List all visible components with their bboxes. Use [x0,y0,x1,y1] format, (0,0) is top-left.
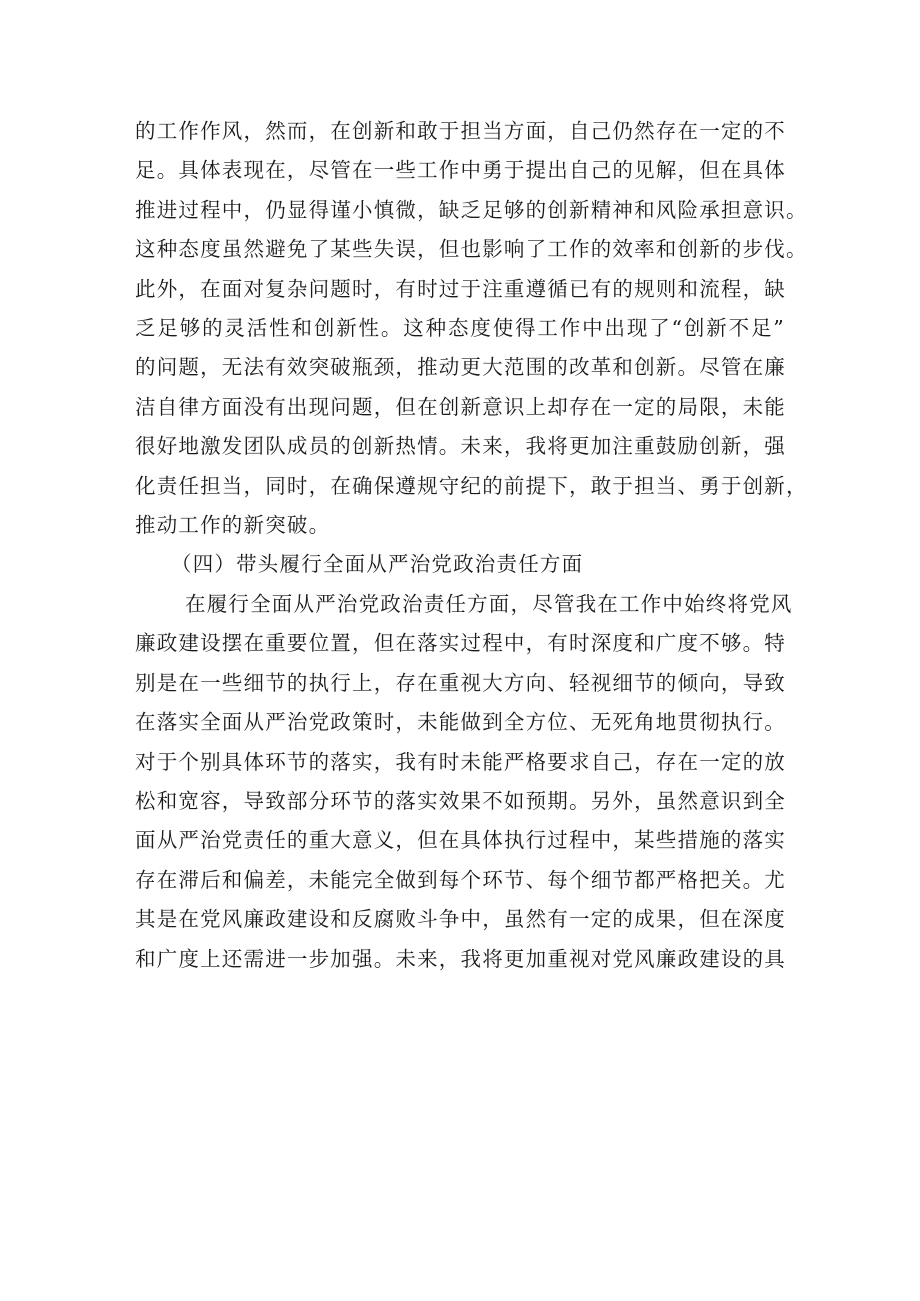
paragraph-innovation-responsibility [135,112,808,545]
text-line: 此外，在面对复杂问题时，有时过于注重遵循已有的规则和流程，缺 [135,276,786,301]
text-line: 和广度上还需进一步加强。未来，我将更加重视对党风廉政建设的具 [135,946,786,971]
text-line: 这种态度虽然避免了某些失误，但也影响了工作的效率和创新的步伐。 [135,237,808,262]
document-body [135,112,808,979]
text-line: 对于个别具体环节的落实，我有时未能严格要求自己，存在一定的放 [135,749,786,774]
text-line: 的问题，无法有效突破瓶颈，推动更大范围的改革和创新。尽管在廉 [135,355,786,380]
paragraph-party-discipline [135,585,793,979]
text-line: 存在滞后和偏差，未能完全做到每个环节、每个细节都严格把关。尤 [135,867,786,892]
text-line: 洁自律方面没有出现问题，但在创新意识上却存在一定的局限，未能 [135,394,786,419]
text-line: 足。具体表现在，尽管在一些工作中勇于提出自己的见解，但在具体 [135,158,786,183]
text-line: 化责任担当，同时，在确保遵规守纪的前提下，敢于担当、勇于创新， [135,473,808,498]
text-line: 廉政建设摆在重要位置，但在落实过程中，有时深度和广度不够。特 [135,631,786,656]
text-line: 别是在一些细节的执行上，存在重视大方向、轻视细节的倾向，导致 [135,670,786,695]
text-line: 乏足够的灵活性和创新性。这种态度使得工作中出现了“创新不足” [135,316,785,341]
text-line: 推进过程中，仍显得谨小慎微，缺乏足够的创新精神和风险承担意识。 [135,197,808,222]
text-line: 很好地激发团队成员的创新热情。未来，我将更加注重鼓励创新，强 [135,434,786,459]
text-line: 的工作作风，然而，在创新和敢于担当方面，自己仍然存在一定的不 [135,119,786,143]
text-line: 其是在党风廉政建设和反腐败斗争中，虽然有一定的成果，但在深度 [135,907,786,932]
text-line: 在落实全面从严治党政策时，未能做到全方位、无死角地贯彻执行。 [135,710,786,735]
text-line: 在履行全面从严治党政治责任方面，尽管我在工作中始终将党风 [185,591,793,616]
text-line: 面从严治党责任的重大意义，但在具体执行过程中，某些措施的落实 [135,828,786,853]
section-heading: （四）带头履行全面从严治党政治责任方面 [171,552,584,577]
text-line: 推动工作的新突破。 [135,513,331,538]
section-heading-block [135,545,785,584]
text-line: 松和宽容，导致部分环节的落实效果不如预期。另外，虽然意识到全 [135,788,786,813]
